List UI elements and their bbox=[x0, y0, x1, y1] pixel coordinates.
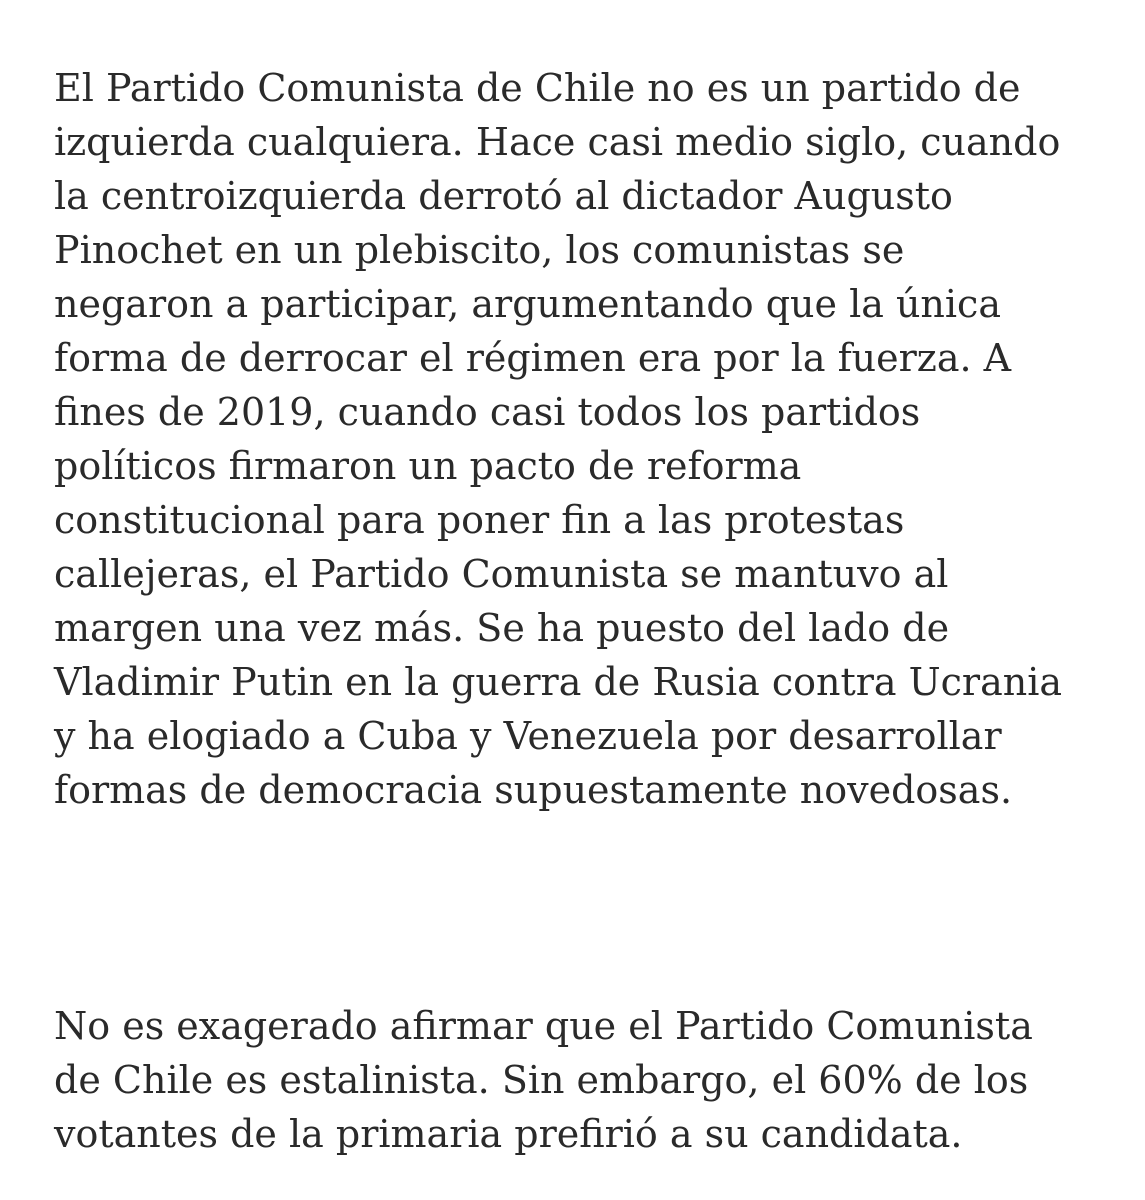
text-line: Pinochet en un plebiscito, los comunistas se bbox=[54, 228, 905, 272]
text-line: No es exagerado afirmar que el Partido Comunista bbox=[54, 1004, 1033, 1048]
text-line: margen una vez más. Se ha puesto del lado de bbox=[54, 606, 950, 650]
text-line: El Partido Comunista de Chile no es un partido de bbox=[54, 66, 1021, 110]
text-line: Vladimir Putin en la guerra de Rusia contra Ucrania bbox=[54, 660, 1063, 704]
text-line: negaron a participar, argumentando que la única bbox=[54, 282, 1001, 326]
text-line: y ha elogiado a Cuba y Venezuela por desarrollar bbox=[54, 714, 1002, 758]
text-line: políticos firmaron un pacto de reforma bbox=[54, 444, 802, 488]
text-line: forma de derrocar el régimen era por la fuerza. A bbox=[54, 336, 1012, 380]
text-line: votantes de la primaria prefirió a su candidata. bbox=[54, 1112, 963, 1156]
text-line: formas de democracia supuestamente novedosas. bbox=[54, 768, 1013, 812]
text-line: izquierda cualquiera. Hace casi medio siglo, cuando bbox=[54, 120, 1061, 164]
text-line: de Chile es estalinista. Sin embargo, el 60% de los bbox=[54, 1058, 1029, 1102]
paragraph-2 bbox=[54, 999, 1033, 1161]
text-line: fines de 2019, cuando casi todos los partidos bbox=[54, 390, 921, 434]
text-line: la centroizquierda derrotó al dictador Augusto bbox=[54, 174, 953, 218]
text-line: callejeras, el Partido Comunista se mantuvo al bbox=[54, 552, 949, 596]
paragraph-1 bbox=[54, 61, 1062, 817]
text-line: constitucional para poner fin a las protestas bbox=[54, 498, 905, 542]
